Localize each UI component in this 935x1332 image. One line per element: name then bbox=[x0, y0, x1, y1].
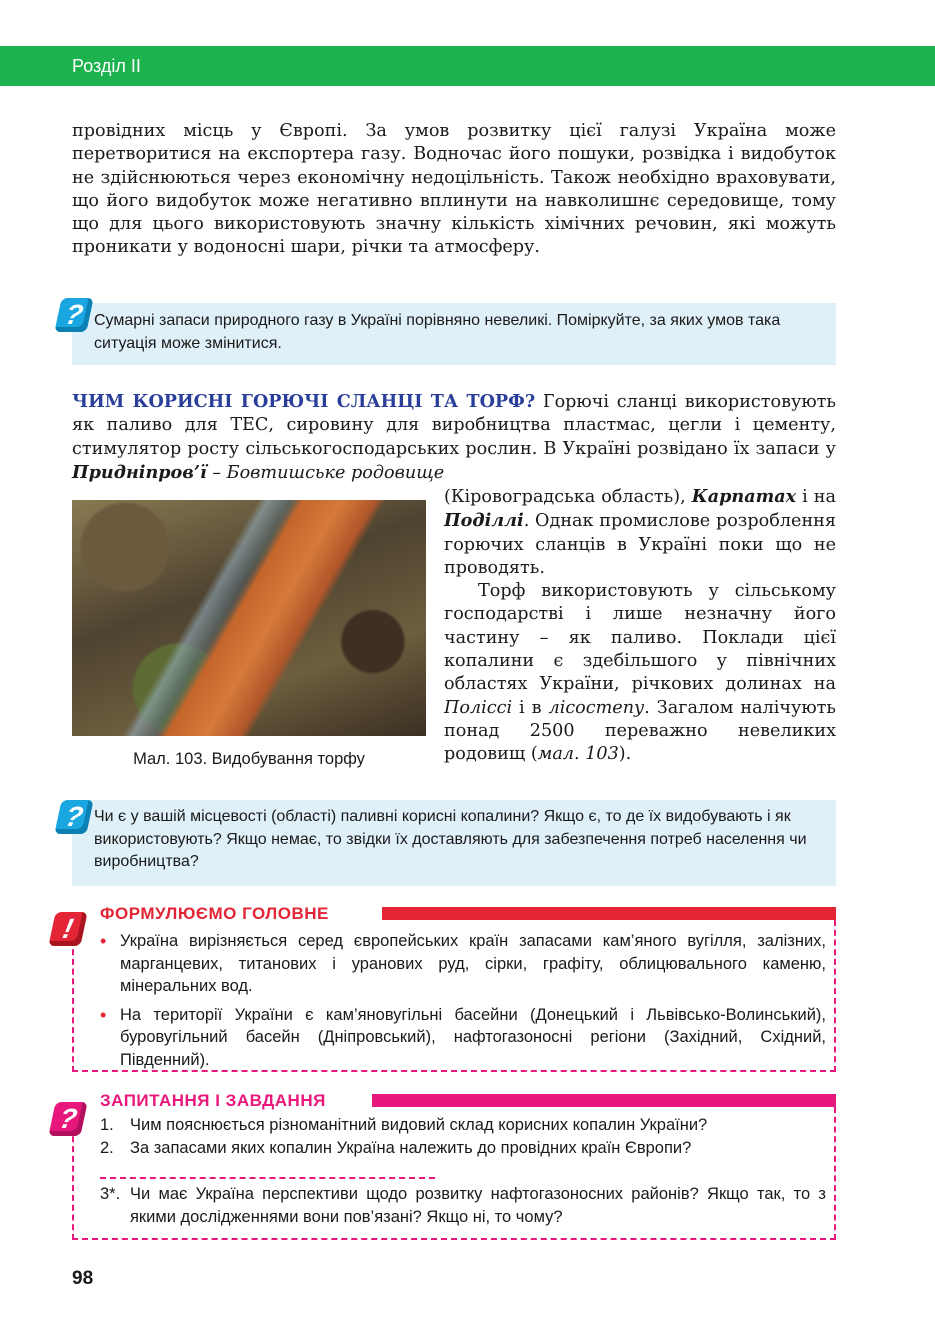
tasks-title-bar bbox=[372, 1094, 836, 1107]
question-box-2 bbox=[72, 800, 836, 886]
page-number: 98 bbox=[72, 1268, 94, 1289]
summary-item: • На території України є кам’яновугільні басейни (Донецький і Львівсько-Волинський), буровугільний басейн (Дніпровський), нафтогазоносні регіони (Західний, Східний, Південний). bbox=[100, 1004, 826, 1072]
summary-item: • Україна вирізняється серед європейських країн запасами кам’яного вугілля, залізних, марганцевих, титанових і уранових руд, сірки, графіту, облицювального каменю, мінеральних вод. bbox=[100, 930, 826, 998]
section-heading: ЧИМ КОРИСНІ ГОРЮЧІ СЛАНЦІ ТА ТОРФ? bbox=[72, 391, 536, 412]
paragraph-peat: (Кіровоградська область), Карпатах і на Поділлі. Однак промислове розроблення горючих сланців в Україні поки що не проводять. Торф використовують у сільському господарстві і лише незначну його частину – як паливо. Поклади цієї копалини є здебільшого у північних областях України, річкових долинах на Поліссі і в лісостепу. Загалом налічують понад 2500 переважно невеликих родовищ (мал. 103). bbox=[444, 486, 836, 765]
tasks-list-advanced bbox=[100, 1183, 826, 1229]
exclamation-icon: ! bbox=[48, 912, 87, 946]
task-item: 2. За запасами яких копалин Україна належить до провідних країн Європи? bbox=[100, 1139, 692, 1157]
summary-title-bar bbox=[382, 907, 836, 920]
tasks-list bbox=[100, 1114, 826, 1160]
paragraph-shale: ЧИМ КОРИСНІ ГОРЮЧІ СЛАНЦІ ТА ТОРФ? Горючі сланці використовують як паливо для ТЕС, сировину для виробництва пластмас, цегли і цементу, стимулятор росту сільськогосподарських рослин. В Україні розвідано їх запаси у Придніпров’ї – Бовтишське родовище bbox=[72, 391, 836, 483]
question-icon: ? bbox=[54, 800, 93, 834]
summary-list bbox=[100, 930, 826, 1077]
figure-caption: Мал. 103. Видобування торфу bbox=[133, 750, 365, 768]
question-2-text: Чи є у вашій місцевості (області) паливні корисні копалини? Якщо є, то де їх видобувають і як використовують? Якщо немає, то звідки їх доставляють для забезпечення потреб населення чи виробництва? bbox=[94, 808, 807, 870]
paragraph-gas: провідних місць у Європі. За умов розвитку цієї галузі Україна може перетворитися на експортера газу. Водночас його пошуки, розвідка і видобуток не здійснюються через економічну недоцільність. Також необхідно враховувати, що його видобуток може негативно вплинути на навколишнє середовище, тому що для цього використовують значну кількість хімічних речовин, які можуть проникати у водоносні шари, річки та атмосферу. bbox=[72, 121, 836, 258]
question-box-1 bbox=[72, 303, 836, 365]
section-label: Розділ II bbox=[72, 56, 141, 76]
task-item: 1. Чим пояснюється різноманітний видовий склад корисних копалин України? bbox=[100, 1116, 708, 1134]
tasks-separator bbox=[100, 1177, 435, 1179]
section-header bbox=[0, 46, 935, 86]
question-1-text: Сумарні запаси природного газу в Україні порівняно невеликі. Поміркуйте, за яких умов така ситуація може змінитися. bbox=[94, 312, 781, 352]
summary-title: ФОРМУЛЮЄМО ГОЛОВНЕ bbox=[100, 904, 335, 924]
peat-extraction-photo bbox=[72, 500, 426, 736]
question-icon: ? bbox=[54, 298, 93, 332]
question-icon: ? bbox=[48, 1102, 87, 1136]
tasks-title: ЗАПИТАННЯ І ЗАВДАННЯ bbox=[100, 1091, 332, 1111]
task-item: 3*. Чи має Україна перспективи щодо розвитку нафтогазоносних районів? Якщо так, то з якими дослідженнями вони пов’язані? Якщо ні, то чому? bbox=[100, 1185, 826, 1226]
